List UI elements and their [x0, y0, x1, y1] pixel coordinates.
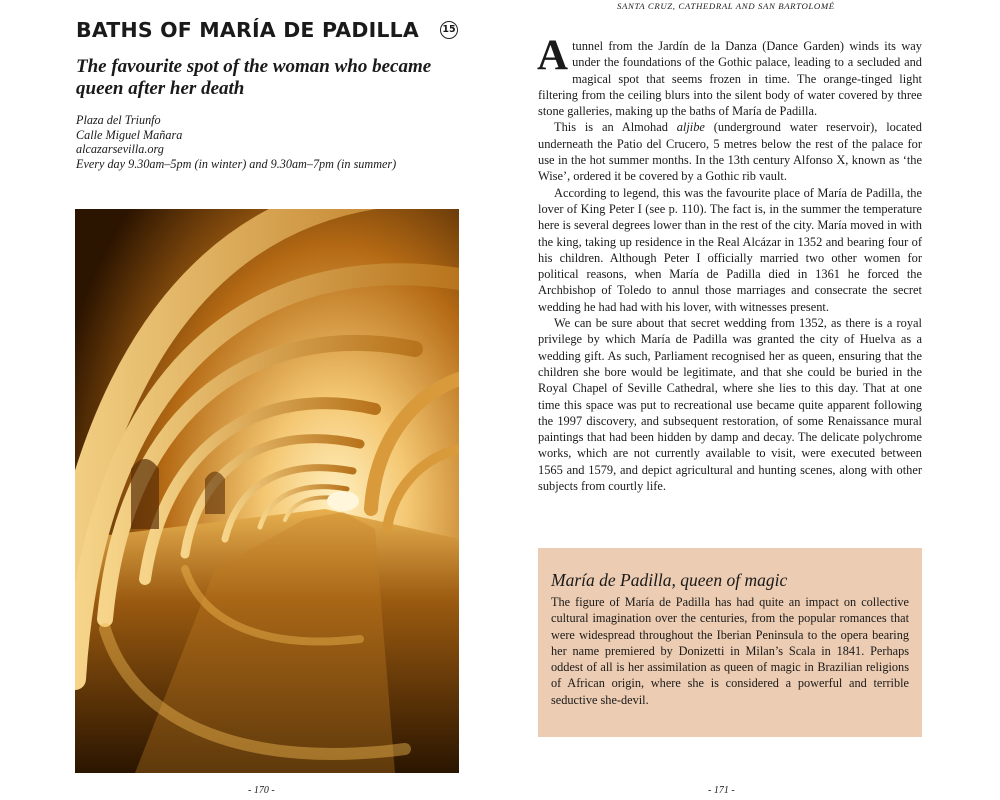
baths-photo	[75, 209, 459, 773]
info-opening-hours: Every day 9.30am–5pm (in winter) and 9.30am–7pm (in summer)	[76, 156, 397, 171]
info-address-square: Plaza del Triunfo	[76, 113, 161, 127]
drop-cap: A	[537, 32, 569, 79]
page-number-right: - 171 -	[708, 785, 735, 796]
paragraph-2	[538, 119, 922, 184]
right-page	[500, 0, 1000, 800]
sidebar-box	[538, 548, 922, 737]
page-number-left: - 170 -	[248, 785, 275, 796]
sidebar-text: The figure of María de Padilla has had quite an impact on collective cultural imagination over the centuries, from the popular romances that were widespread throughout the Iberian Peninsula to the opera bearing her name premiered by Donizetti in Milan’s Scala in 1841. Perhaps oddest of all is her assimilation as queen of magic in Brazilian religions of African origin, where she is considered a powerful and terrible seductive she-devil.	[551, 595, 909, 707]
info-address-street: Calle Miguel Mañara	[76, 127, 183, 142]
paragraph-2-before: This is an Almohad	[554, 120, 677, 135]
practical-info	[76, 113, 466, 171]
paragraph-4: We can be sure about that secret wedding from 1352, as there is a royal privilege by which María de Padilla was granted the city of Huelva as a wedding gift. As such, Parliament recognised her as queen, ensuring that the children she bore would be legitimate, and that she could be buried in the Royal Chapel of Seville Cathedral, where she lies to this day. That at one time this space was put to recreational use became quite apparent following the 1997 discovery, and subsequent restoration, of some Renaissance mural paintings that had been hidden by damp and decay. The delicate polychrome works, which are not currently available to visit, were executed between 1565 and 1579, and depict agricultural and hunting scenes, along with other subjects from courtly life.	[538, 316, 922, 494]
article-body	[537, 32, 922, 494]
vaulted-cistern-illustration	[75, 209, 459, 773]
paragraph-2-emphasis: aljibe	[676, 120, 705, 135]
entry-number-badge: 15	[440, 21, 458, 39]
paragraph-1-text: tunnel from the Jardín de la Danza (Dance Garden) winds its way under the foundations of the Gothic palace, leading to a secluded and magical spot that seems frozen in time. The orange-tinged light filtering from the ceiling blurs into the silent body of water covered by three stone galleries, making up the baths of María de Padilla.	[538, 39, 922, 119]
info-website: alcazarsevilla.org	[76, 142, 164, 157]
page-subtitle: The favourite spot of the woman who became queen after her death	[76, 56, 432, 99]
sidebar-title: María de Padilla, queen of magic	[551, 570, 788, 590]
page-title: BATHS OF MARÍA DE PADILLA	[76, 18, 419, 42]
paragraph-3: According to legend, this was the favourite place of María de Padilla, the lover of King Peter I (see p. 110). The fact is, in the summer the temperature here is several degrees lower than in the rest of the city. María moved in with the king, taking up residence in the Real Alcázar in 1352 and bearing four of his children. Although Peter I officially married two other women for political reasons, when María de Padilla died in 1361 he forced the Archbishop of Toledo to annul those marriages and consecrate the secret wedding he had had with his lover, with witnesses present.	[538, 185, 922, 314]
running-head: SANTA CRUZ, CATHEDRAL AND SAN BARTOLOMÉ	[617, 1, 835, 11]
paragraph-1	[537, 32, 922, 119]
paragraph-2-after: (underground water reservoir), located underneath the Patio del Crucero, 5 metres below the rest of the palace for use in the hot summer months. In the 13th century Alfonso X, known as ‘the Wise’, ordered it be covered by a Gothic rib vault.	[538, 120, 922, 184]
